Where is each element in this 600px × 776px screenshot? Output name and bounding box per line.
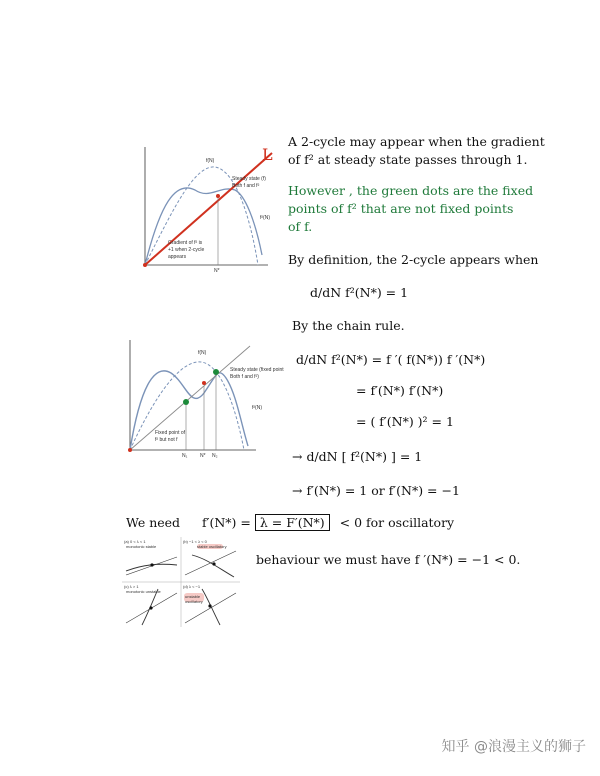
fig3-panel-c-title: (c) λ > 1 xyxy=(124,584,139,589)
note-green-3: of f. xyxy=(288,219,313,234)
fig2-diagonal-line xyxy=(130,346,250,450)
fig1-label-fN: f(N) xyxy=(206,158,215,164)
figure-2-graph xyxy=(126,338,266,463)
fig2-green-dot-1 xyxy=(183,399,189,405)
note-need-c: < 0 for oscillatory xyxy=(339,515,455,530)
fig2-label-steady1: Steady state (fixed point xyxy=(230,367,284,373)
note-chain-rule: By the chain rule. xyxy=(292,318,405,333)
note-line-1: A 2-cycle may appear when the gradient xyxy=(288,134,545,149)
note-behaviour: behaviour we must have f ′(N*) = −1 < 0. xyxy=(256,552,521,567)
fig3-panel-d-title: (d) λ < −1 xyxy=(183,584,201,589)
note-definition: By definition, the 2-cycle appears when xyxy=(288,252,539,267)
figure-1-graph xyxy=(140,145,280,275)
fig3-panel-a-sub: monotonic stable xyxy=(126,544,157,549)
note-need-line xyxy=(126,515,454,530)
note-eq-4: = ( f′(N*) )² = 1 xyxy=(356,414,454,429)
fig1-steady-dot xyxy=(216,194,220,198)
fig1-label-gradient1: Gradient of f² is xyxy=(168,240,203,246)
note-need-box: λ = F′(N*) xyxy=(255,514,330,531)
fig2-green-dot-2 xyxy=(213,369,219,375)
fig3-panel-d-sub2: oscillatory xyxy=(185,599,203,604)
fig2-f2-curve xyxy=(130,371,248,450)
fig3-panel-c-sub: monotonic unstable xyxy=(126,589,161,594)
fig1-label-L: L xyxy=(262,145,273,164)
fig3-panel-d-sub1: unstable xyxy=(185,594,201,599)
fig2-label-fixed2: f² but not f xyxy=(155,437,178,443)
fig1-label-f2N: f²(N) xyxy=(260,215,270,221)
note-eq-5: → d/dN [ f²(N*) ] = 1 xyxy=(292,449,423,464)
fig1-label-gradient2: +1 when 2-cycle xyxy=(168,247,205,253)
note-eq-1: d/dN f²(N*) = 1 xyxy=(310,285,409,300)
fig1-f2-curve xyxy=(145,188,262,265)
fig1-label-nstar: N* xyxy=(214,268,220,274)
fig1-origin-dot xyxy=(143,263,147,267)
note-green-1: However , the green dots are the fixed xyxy=(288,183,534,198)
note-need-a: We need xyxy=(126,515,181,530)
fig3-panel-b-sub: stable oscillatory xyxy=(197,544,227,549)
note-eq-3: = f′(N*) f′(N*) xyxy=(356,383,444,398)
fig3-panel-a-title: (a) 0 < λ < 1 xyxy=(124,539,146,544)
note-need-b: f′(N*) = xyxy=(202,515,251,530)
note-eq-2: d/dN f²(N*) = f ′( f(N*)) f ′(N*) xyxy=(296,352,486,367)
fig2-origin-dot xyxy=(128,448,132,452)
fig2-label-nstar: N* xyxy=(200,453,206,459)
fig2-label-n1: N₁ xyxy=(182,453,188,459)
fig2-label-n2: N₂ xyxy=(212,453,218,459)
fig2-label-f2N: f²(N) xyxy=(252,405,262,411)
fig2-label-fN: f(N) xyxy=(198,350,207,356)
fig2-label-steady2: Both f and f²) xyxy=(230,374,259,380)
watermark: 知乎 @浪漫主义的狮子 xyxy=(441,739,586,755)
note-green-2: points of f² that are not fixed points xyxy=(288,201,514,216)
fig1-label-both: Both f and f² xyxy=(232,183,260,189)
figure-3-panels xyxy=(122,537,240,627)
fig2-f-curve xyxy=(130,362,244,450)
fig2-red-dot xyxy=(202,381,206,385)
fig1-label-gradient3: appears xyxy=(168,254,187,260)
note-line-2: of f² at steady state passes through 1. xyxy=(288,152,528,167)
fig2-label-fixed1: Fixed point of xyxy=(155,430,186,436)
note-eq-6: → f′(N*) = 1 or f′(N*) = −1 xyxy=(292,483,460,498)
fig1-label-steady: Steady state (f) xyxy=(232,176,266,182)
fig3-panel-b-title: (b) −1 < λ < 0 xyxy=(183,539,207,544)
